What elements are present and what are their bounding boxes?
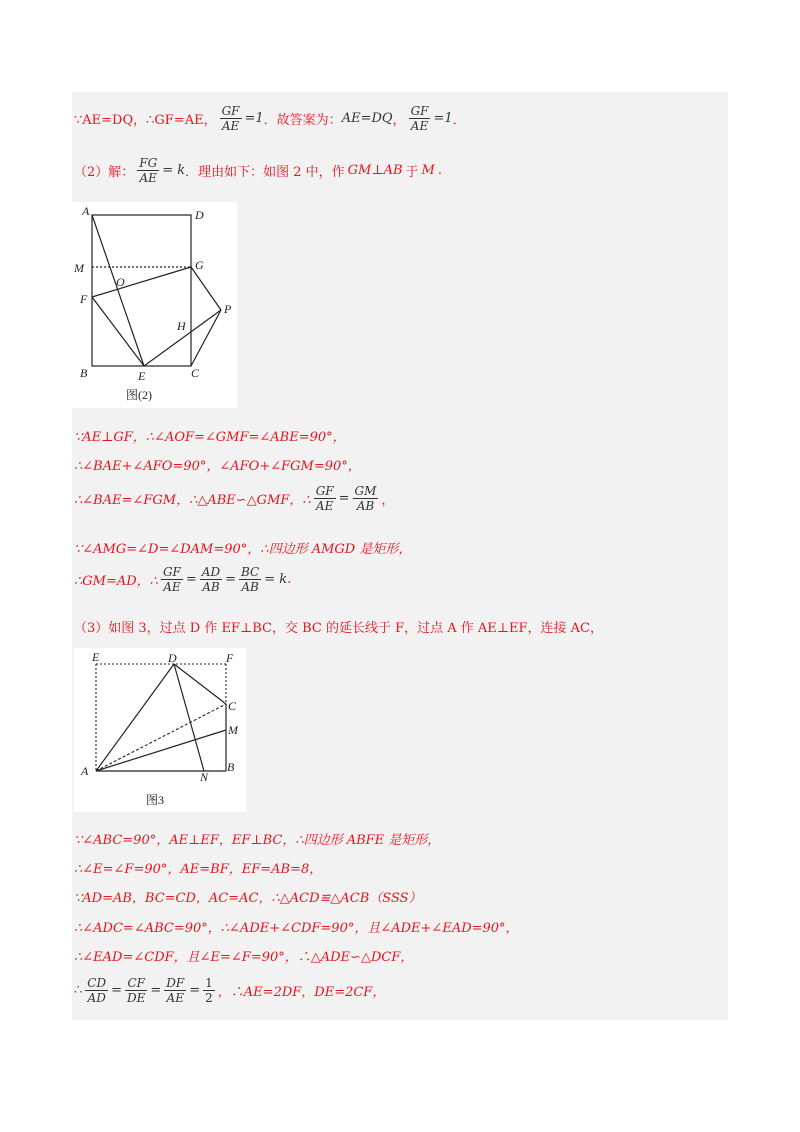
solution-line-2 [74,156,442,185]
equals-sign: = [225,572,236,587]
text: ∵AE=DQ，∴GF=AE， [74,113,217,128]
label-c: C [191,366,200,380]
equals-sign: = [111,983,122,998]
denominator: AE [139,171,157,185]
fraction-cf-de [125,976,147,1005]
numerator: AD [201,565,221,579]
equals-sign: = [185,572,197,587]
label-o: O [116,275,125,289]
text: （2）解： [74,165,135,180]
denominator: AE [221,119,240,133]
fraction-bc-ab [239,565,261,594]
text: ， [381,493,395,508]
fraction-fg-ae [137,156,159,185]
equals-sign: = [150,983,162,998]
solution-line-5 [74,484,394,513]
segment-cp [191,310,221,366]
fraction-gf-ae [161,565,183,594]
label-f: F [226,651,234,665]
segment-fg [92,267,191,297]
text: 于 [405,165,419,180]
text: ∴∠BAE=∠FGM，∴△ABE∽△GMF，∴ [74,493,311,508]
solution-line-11 [74,887,422,906]
text: ∴∠EAD=∠CDF，且∠E=∠F=90°，∴△ADE∽△DCF， [74,950,414,965]
solution-line-12 [74,917,519,936]
numerator: FG [139,156,158,170]
segment-fe [92,297,144,366]
solution-line-13 [74,946,413,965]
solution-line-14 [74,976,385,1005]
label-e: E [92,650,100,664]
solution-line-3 [74,426,346,445]
text: ． [452,113,466,128]
text: ∴∠BAE+∠AFO=90°，∠AFO+∠FGM=90°， [74,459,361,474]
fraction-gf-ae-2 [409,104,431,133]
text: . [287,572,292,587]
figure-caption: 图3 [146,793,165,807]
figure-2-diagram [72,202,237,408]
denominator: AE [315,499,334,513]
math-expression: AE=DQ [341,111,393,126]
denominator: AB [202,580,220,594]
label-d: D [195,208,204,222]
text: （3）如图 3，过点 D 作 EF⊥BC，交 BC 的延长线于 F，过点 A 作 AE⊥EF，连接 AC， [74,621,603,636]
denominator: AE [163,580,181,594]
numerator: GF [410,104,429,118]
label-g: G [195,258,204,272]
text: ∵AD=AB，BC=CD，AC=AC，∴△ACD≌△ACB（SSS） [74,891,422,906]
fraction-cd-ad [85,976,108,1005]
equals-one: =1 [433,111,453,126]
fraction-ad-ab [200,565,222,594]
text: ∵∠AMG=∠D=∠DAM=90°，∴四边形 AMGD 是矩形， [74,542,412,557]
text: ∴∠ADC=∠ABC=90°，∴∠ADE+∠CDF=90°，且∠ADE+∠EAD=90°， [74,921,519,936]
label-a: A [81,764,89,778]
label-e: E [138,369,146,383]
numerator: CF [127,976,145,990]
text: ，∴AE=2DF，DE=2CF， [217,985,386,1000]
text: ∴GM=AD，∴ [74,574,158,589]
label-b: B [227,760,235,774]
label-n: N [200,770,209,784]
text: . [437,163,442,178]
figure-3-diagram [74,648,246,812]
solution-line-7 [74,565,291,594]
math-expression: GM⊥AB [347,163,403,178]
figure-caption: 图(2) [126,388,152,402]
solution-line-10 [74,858,322,877]
equals-sign: = [189,983,201,998]
label-f: F [80,292,88,306]
text: ∴ [74,983,83,998]
figure-3 [74,648,246,812]
math-expression: M [421,163,435,178]
segment-ac-dashed [96,704,226,771]
fraction-gf-ae [314,484,336,513]
label-m: M [228,723,238,737]
equals-sign: = [338,491,350,506]
label-c: C [228,699,237,713]
solution-line-4 [74,455,361,474]
solution-line-6 [74,538,411,557]
denominator: 2 [205,991,213,1005]
denominator: AB [241,580,259,594]
numerator: GF [221,104,240,118]
text: ．故答案为： [263,113,342,128]
numerator: GF [315,484,334,498]
numerator: BC [240,565,260,579]
label-b: B [80,366,88,380]
numerator: GM [354,484,377,498]
solution-line-9 [74,829,440,848]
text: ， [392,113,406,128]
fraction-df-ae [164,976,186,1005]
label-d: D [168,651,177,665]
text: ．理由如下：如图 2 中，作 [185,165,345,180]
text: ∵∠ABC=90°，AE⊥EF，EF⊥BC，∴四边形 ABFE 是矩形， [74,833,441,848]
equals-k: = k [162,163,186,178]
segment-ad [96,664,174,771]
denominator: AE [166,991,184,1005]
segment-ae [92,215,144,366]
segment-am [96,730,226,771]
text: ∴∠E=∠F=90°，AE=BF，EF=AB=8， [74,862,323,877]
fraction-gf-ae [220,104,242,133]
solution-line-1 [74,104,466,133]
numerator: 1 [205,976,213,990]
label-p: P [224,302,232,316]
equals-k: = k [264,572,288,587]
numerator: DF [166,976,185,990]
denominator: AE [410,119,429,133]
numerator: GF [162,565,181,579]
label-a: A [82,204,90,218]
label-m: M [74,261,84,275]
numerator: CD [87,976,107,990]
text: ∵AE⊥GF，∴∠AOF=∠GMF=∠ABE=90°， [74,430,346,445]
label-h: H [177,319,186,333]
fraction-one-half [203,976,215,1005]
solution-line-8 [74,617,603,636]
segment-gp [191,267,221,310]
denominator: AD [87,991,106,1005]
equals-one: =1 [244,111,264,126]
figure-2 [72,202,237,408]
segment-dc [174,664,226,704]
denominator: AB [356,499,375,513]
denominator: DE [127,991,146,1005]
fraction-gm-ab [353,484,379,513]
